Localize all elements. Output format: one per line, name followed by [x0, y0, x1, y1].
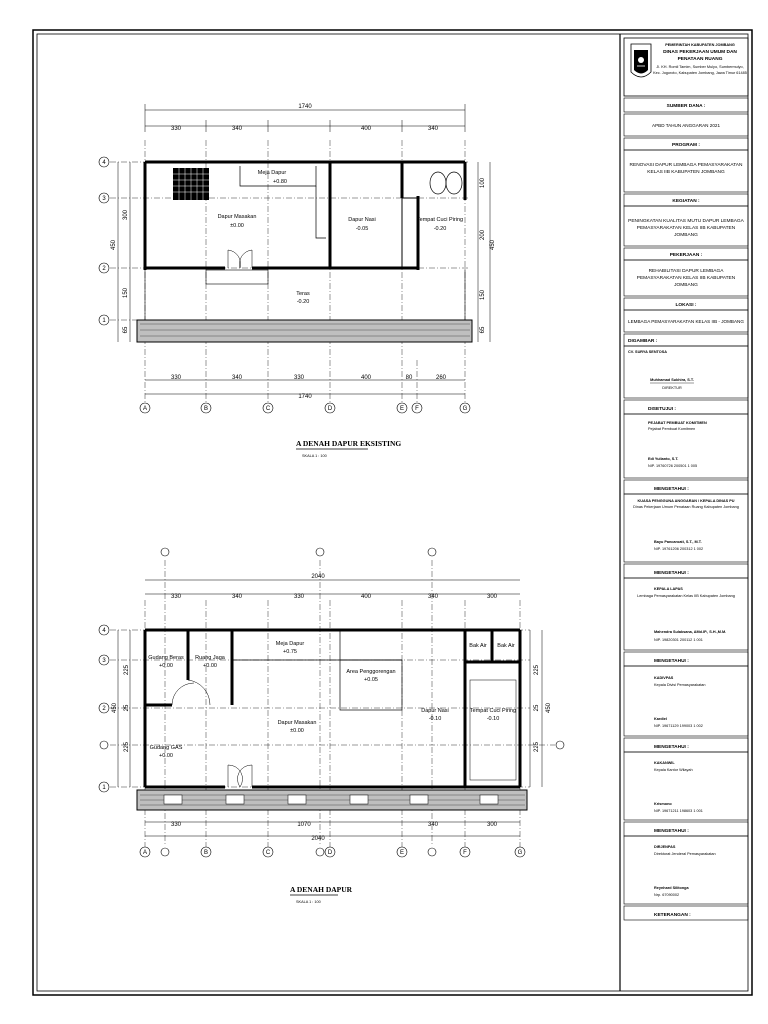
- grid-col-label: A: [142, 850, 148, 856]
- mengetahui-nip: NIP. 19671129 199003 1 002: [654, 724, 703, 728]
- dim-bottom: 330: [293, 375, 305, 381]
- grid-row-label: 2: [102, 706, 106, 712]
- dim-left: 25: [124, 704, 130, 712]
- room-label: Ruang Jaga: [195, 655, 225, 661]
- mengetahui-office2: Kepala Divisi Pemasyarakatan: [654, 683, 706, 687]
- room-label: Meja Dapur: [257, 170, 287, 176]
- dim-left-total: 450: [112, 702, 118, 714]
- dim-left: 65: [123, 326, 129, 334]
- room-label: Bak Air: [497, 643, 515, 649]
- room-level: +0.00: [159, 663, 173, 669]
- existing-kitchen-plan: [99, 104, 496, 458]
- disetujui-person: Edi Yulianto, S.T.: [648, 457, 679, 461]
- room-label: Area Penggorengan: [346, 669, 396, 675]
- digambar-company: CV. SURYA SENTOSA: [628, 350, 668, 354]
- mengetahui-nip: NIP. 19671211 198603 1 001: [654, 809, 703, 813]
- dim-right-total: 450: [490, 239, 496, 251]
- room-level: -0.20: [433, 226, 447, 232]
- section-label: PROGRAM :: [672, 143, 700, 148]
- header-line2: DINAS PEKERJAAN UMUM DAN: [663, 50, 737, 55]
- dim-top: 340: [231, 126, 243, 132]
- digambar-person: Muhhamad Sukhira, S.T.: [650, 378, 694, 382]
- section-text: APBD TAHUN ANGGARAN 2021: [652, 123, 720, 128]
- keterangan-label: KETERANGAN :: [654, 913, 691, 918]
- room-label: Dapur Nasi: [348, 217, 376, 223]
- room-level: -0.05: [355, 226, 369, 232]
- mengetahui-office: DIRJENPAS: [654, 845, 676, 849]
- room-level: +0.05: [364, 677, 378, 683]
- section-text: LEMBAGA PEMASYARAKATAN KELAS IIB - JOMBANG: [628, 319, 744, 324]
- disetujui-nip: NIP. 19760726 200501 1 005: [648, 464, 698, 468]
- grid-col-label: E: [399, 850, 405, 856]
- room-label: Tempat Cuci Piring: [469, 708, 517, 714]
- grid-col-label: B: [203, 406, 209, 412]
- dim-right: 25: [534, 704, 540, 712]
- dim-bottom: 1070: [297, 822, 311, 828]
- room-level: +0.00: [159, 753, 173, 759]
- dim-top: 340: [427, 594, 439, 600]
- section-text: PENINGKATAN KUALITAS MUTU DAPUR LEMBAGA PEMASYARAKATAN KELAS IIB KABUPATEN JOMBANG: [628, 219, 744, 238]
- grid-row-label: 3: [102, 196, 106, 202]
- dim-left-total: 450: [111, 239, 117, 251]
- mengetahui-office: KADIVPAS: [654, 676, 674, 680]
- dim-bottom: 300: [486, 822, 498, 828]
- grid-col-label: E: [399, 406, 405, 412]
- dim-top-total: 2040: [311, 574, 325, 580]
- grid-col-label: D: [327, 406, 333, 412]
- dim-top-total: 1740: [298, 104, 312, 110]
- grid-col-label: G: [517, 850, 523, 856]
- dim-top: 330: [293, 594, 305, 600]
- mengetahui-label: MENGETAHUI :: [654, 659, 689, 664]
- dim-left: 225: [124, 664, 130, 676]
- room-level: -0.10: [428, 716, 442, 722]
- dim-right-total: 450: [546, 702, 552, 714]
- mengetahui-person: Reynhard Silitonga: [654, 886, 689, 890]
- grid-col-label: F: [415, 406, 419, 412]
- section-label: SUMBER DANA :: [666, 104, 706, 109]
- dim-top: 330: [170, 594, 182, 600]
- grid-row-label: 3: [102, 658, 106, 664]
- plan-title: A DENAH DAPUR EKSISTING: [296, 439, 402, 448]
- room-label: Gudang Beras: [148, 655, 184, 661]
- dim-bottom: 340: [427, 822, 439, 828]
- room-level: -0.20: [296, 299, 310, 305]
- dim-left: 300: [123, 209, 129, 221]
- section-label: KEGIATAN :: [672, 199, 700, 204]
- mengetahui-office: KEPALA LAPAS: [654, 587, 683, 591]
- mengetahui-office2: Dinas Pekerjaan Umum Penataan Ruang Kabupaten Jombang: [633, 505, 739, 509]
- grid-row-label: 4: [102, 160, 106, 166]
- dim-right: 225: [534, 741, 540, 753]
- grid-col-label: C: [265, 850, 271, 856]
- section-text: RENOVASI DAPUR LEMBAGA PEMASYARAKATAN KELAS IIB KABUPATEN JOMBANG: [629, 163, 743, 175]
- grid-col-label: A: [142, 406, 148, 412]
- mengetahui-nip: NIP. 19820301 200112 1 001: [654, 638, 703, 642]
- header-line3: PENATAAN RUANG: [677, 57, 723, 62]
- room-label: Meja Dapur: [275, 641, 305, 647]
- dim-left: 150: [123, 287, 129, 299]
- room-label: Bak Air: [469, 643, 487, 649]
- mengetahui-office2: Kepala Kantor Wilayah: [654, 768, 693, 772]
- mengetahui-office: KAKANWIL: [654, 761, 675, 765]
- section-label: LOKASI :: [675, 303, 697, 308]
- plan-scale: SKALA 1 : 100: [302, 454, 327, 458]
- dim-top: 330: [170, 126, 182, 132]
- dim-top: 400: [360, 594, 372, 600]
- room-label: Dapur Nasi: [421, 708, 449, 714]
- plan-scale: SKALA 1 : 100: [296, 900, 321, 904]
- grid-col-label: G: [462, 406, 468, 412]
- dim-bottom: 260: [435, 375, 447, 381]
- room-level: +0.00: [203, 663, 217, 669]
- room-level: +0.80: [273, 179, 287, 185]
- mengetahui-label: MENGETAHUI :: [654, 745, 689, 750]
- header-address2: Kec. Jogoroto, Kabupaten Jombang, Jawa Timur 61485: [653, 71, 747, 75]
- room-label: Dapur Masakan: [277, 720, 317, 726]
- mengetahui-person: Mahendra Sulaksana, AMd.IP., S.H.,M.M.: [654, 630, 727, 634]
- mengetahui-label: MENGETAHUI :: [654, 571, 689, 576]
- mengetahui-label: MENGETAHUI :: [654, 829, 689, 834]
- grid-col-label: F: [463, 850, 467, 856]
- mengetahui-nip: NIP. 19761206 200312 1 002: [654, 547, 704, 551]
- dim-bottom: 400: [360, 375, 372, 381]
- grid-row-label: 2: [102, 266, 106, 272]
- title-block: [624, 38, 748, 920]
- disetujui-label: DISETUJUI :: [648, 407, 676, 412]
- header-address1: Jl. KH. Romli Tamim, Sumber Mulyo, Sumbermulyo,: [656, 65, 744, 69]
- grid-col-label: B: [203, 850, 209, 856]
- section-label: PEKERJAAN :: [669, 253, 703, 258]
- plan-title: A DENAH DAPUR: [290, 885, 353, 894]
- dim-top: 340: [427, 126, 439, 132]
- mengetahui-office2: Direktorat Jenderal Pemasyarakatan: [654, 852, 716, 856]
- dim-bottom: 80: [405, 375, 413, 381]
- mengetahui-office: KUASA PENGGUNA ANGGARAN / KEPALA DINAS PU: [637, 499, 735, 503]
- room-label: Gudang GAS: [149, 745, 183, 751]
- dim-left: 225: [124, 741, 130, 753]
- dim-bottom: 330: [170, 822, 182, 828]
- dim-bottom-total: 2040: [311, 836, 325, 842]
- regency-emblem-icon: [631, 44, 651, 77]
- digambar-label: DIGAMBAR :: [628, 339, 658, 344]
- room-label: Tempat Cuci Piring: [416, 217, 464, 223]
- grid-col-label: C: [265, 406, 271, 412]
- section-text: REHABILITASI DAPUR LEMBAGA PEMASYARAKATAN KELAS IIB KABUPATEN JOMBANG: [636, 269, 736, 288]
- mengetahui-nip: Nrp. 67090002: [654, 893, 680, 897]
- dim-right: 200: [480, 229, 486, 241]
- dim-bottom-total: 1740: [298, 394, 312, 400]
- mengetahui-label: MENGETAHUI :: [654, 487, 689, 492]
- room-level: +0.75: [283, 649, 297, 655]
- grid-row-label: 1: [102, 318, 106, 324]
- room-level: -0.10: [486, 716, 500, 722]
- dim-right: 225: [534, 664, 540, 676]
- dim-top: 300: [486, 594, 498, 600]
- grid-row-label: 1: [102, 785, 106, 791]
- digambar-role: DIREKTUR: [662, 386, 682, 390]
- dim-bottom: 340: [231, 375, 243, 381]
- room-level: ±0.00: [290, 728, 304, 734]
- room-label: Dapur Masakan: [217, 214, 257, 220]
- dim-bottom: 330: [170, 375, 182, 381]
- mengetahui-person: Kardiel: [654, 717, 667, 721]
- new-kitchen-plan: [99, 548, 564, 904]
- header-line1: PEMERINTAH KABUPATEN JOMBANG: [665, 43, 735, 47]
- mengetahui-person: Bayu Pancaroati, S.T., M.T.: [654, 540, 702, 544]
- room-label: Teras: [296, 291, 310, 297]
- mengetahui-person: Krismono: [654, 802, 672, 806]
- mengetahui-office2: Lembaga Pemasyarakatan Kelas IIB Kabupaten Jombang: [637, 594, 735, 598]
- grid-col-label: D: [327, 850, 333, 856]
- dim-right: 65: [480, 326, 486, 334]
- dim-top: 340: [231, 594, 243, 600]
- room-level: ±0.00: [230, 223, 244, 229]
- dim-right: 100: [480, 177, 486, 189]
- dim-right: 150: [480, 289, 486, 301]
- dim-top: 400: [360, 126, 372, 132]
- disetujui-office: PEJABAT PEMBUAT KOMITMEN: [648, 421, 707, 425]
- disetujui-office2: Pejabat Pembuat Komitmen: [648, 427, 696, 431]
- grid-row-label: 4: [102, 628, 106, 634]
